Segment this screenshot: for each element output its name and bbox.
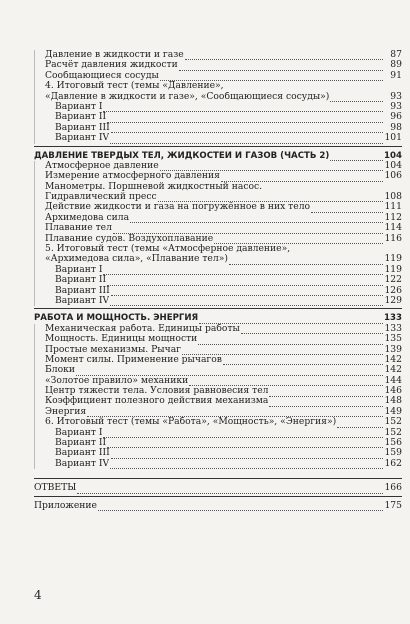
toc-entry (35, 275, 402, 285)
toc-entry-page: 119 (384, 263, 402, 275)
toc-entry (35, 102, 402, 112)
toc-entry-page: 175 (384, 499, 402, 511)
table-of-contents (34, 50, 402, 511)
toc-entry (35, 133, 402, 143)
leader-dots (269, 399, 383, 407)
toc-entry-label: Измерение атмосферного давления (45, 171, 220, 182)
leader-dots (107, 278, 383, 286)
section-heading (34, 313, 402, 323)
toc-entry-page: 114 (384, 222, 402, 234)
leader-dots (111, 451, 383, 459)
toc-entry-page: 119 (384, 253, 402, 265)
toc-block-3 (34, 324, 402, 469)
leader-dots (185, 52, 383, 60)
toc-entry-page: 135 (384, 333, 402, 345)
section-heading-label: РАБОТА И МОЩНОСТЬ. ЭНЕРГИЯ (34, 313, 199, 324)
section-heading-label: ДАВЛЕНИЕ ТВЁРДЫХ ТЕЛ, ЖИДКОСТЕЙ И ГАЗОВ (ЧАСТЬ 2) (34, 150, 330, 161)
toc-entry-page: 96 (390, 111, 402, 123)
leader-dots (160, 163, 383, 171)
toc-entry-page: 152 (384, 416, 402, 428)
toc-entry-page: 126 (384, 284, 402, 296)
test-title-line: 5. Итоговый тест (темы «Атмосферное давление», (45, 243, 291, 255)
test-title-line: 6. Итоговый тест (темы «Работа», «Мощность», «Энергия») (45, 417, 337, 428)
section-divider (34, 478, 402, 479)
toc-entry (35, 397, 402, 407)
toc-entry-label: Давление в жидкости и газе (45, 49, 184, 60)
leader-dots (110, 136, 383, 144)
toc-entry-page: 116 (384, 232, 402, 244)
toc-entry (35, 376, 402, 386)
toc-entry-label: Гидравлический пресс (45, 192, 157, 203)
leader-dots (189, 378, 383, 386)
leader-dots (223, 357, 383, 365)
spacer (34, 469, 402, 476)
toc-entry-page: 149 (384, 405, 402, 417)
section-divider (34, 146, 402, 147)
toc-entry (35, 92, 402, 102)
toc-entry-label: Плавание судов. Воздухоплавание (45, 233, 214, 244)
toc-entry-label: Мощность. Единицы мощности (45, 334, 198, 345)
toc-entry-label: Плавание тел (45, 223, 112, 234)
variant-label: Вариант III (55, 122, 110, 133)
variant-label: Вариант III (55, 448, 110, 459)
toc-entry-page: 108 (384, 191, 402, 203)
toc-entry-label: Центр тяжести тела. Условия равновесия тел (45, 386, 269, 397)
section-divider (34, 496, 402, 497)
variant-label: Вариант II (55, 438, 107, 449)
leader-dots (98, 503, 383, 511)
leader-dots (330, 94, 383, 102)
leader-dots (103, 267, 383, 275)
leader-dots (111, 288, 383, 296)
variant-label: Вариант IV (55, 458, 110, 469)
toc-entry-label: Манометры. Поршневой жидкостный насос. (45, 180, 263, 192)
leader-dots (198, 337, 383, 345)
section-heading (34, 151, 402, 161)
toc-entry-page: 98 (390, 121, 402, 133)
toc-entry (35, 407, 402, 417)
leader-dots (182, 347, 383, 355)
toc-entry (35, 50, 402, 60)
toc-entry-page: 91 (390, 69, 402, 81)
variant-label: Вариант I (55, 101, 103, 112)
toc-entry (35, 334, 402, 344)
toc-entry (35, 192, 402, 202)
toc-entry (35, 448, 402, 458)
toc-entry-page: 93 (390, 100, 402, 112)
toc-entry-page: 159 (384, 447, 402, 459)
leader-dots (87, 409, 383, 417)
toc-entry (35, 345, 402, 355)
toc-block-2 (34, 161, 402, 306)
toc-entry (35, 296, 402, 306)
leader-dots (199, 316, 383, 324)
toc-entry-appendix (34, 501, 402, 511)
leader-dots (107, 440, 383, 448)
toc-entry (35, 254, 402, 264)
toc-entry-page: 122 (384, 274, 402, 286)
section-heading-page: 104 (384, 150, 402, 161)
toc-entry-page: 111 (384, 201, 402, 213)
variant-label: Вариант III (55, 285, 110, 296)
section-divider (34, 308, 402, 309)
appendix-label: Приложение (34, 500, 97, 511)
variant-label: Вариант I (55, 264, 103, 275)
toc-entry (35, 265, 402, 275)
leader-dots (107, 115, 383, 123)
toc-entry (35, 286, 402, 296)
toc-entry-page: 139 (384, 343, 402, 355)
toc-entry-label: Механическая работа. Единицы работы (45, 323, 240, 334)
toc-entry (35, 365, 402, 375)
toc-entry (35, 60, 402, 70)
toc-entry (35, 213, 402, 223)
section-heading-page: 133 (384, 313, 402, 324)
leader-dots (241, 326, 383, 334)
toc-entry (35, 161, 402, 171)
toc-entry (35, 417, 402, 427)
toc-entry (35, 324, 402, 334)
toc-entry-page: 129 (384, 294, 402, 306)
toc-entry (35, 223, 402, 233)
leader-dots (76, 368, 383, 376)
toc-entry-page: 166 (384, 482, 402, 494)
toc-entry-label: Атмосферное давление (45, 160, 159, 171)
leader-dots (77, 486, 383, 494)
toc-entry (35, 438, 402, 448)
leader-dots (103, 430, 383, 438)
toc-entry-page: 89 (390, 59, 402, 71)
toc-entry (35, 112, 402, 122)
toc-entry (35, 123, 402, 133)
leader-dots (103, 104, 383, 112)
toc-entry (35, 428, 402, 438)
toc-entry-page: 156 (384, 437, 402, 449)
leader-dots (158, 194, 383, 202)
test-title-line: 4. Итоговый тест (темы «Давление», (45, 80, 224, 92)
toc-entry (35, 202, 402, 212)
toc-entry-label: Архимедова сила (45, 212, 130, 223)
variant-label: Вариант II (55, 275, 107, 286)
toc-entry-page: 106 (384, 170, 402, 182)
answers-label: ОТВЕТЫ (34, 483, 77, 494)
toc-entry-page: 148 (384, 395, 402, 407)
toc-entry-page: 112 (384, 211, 402, 223)
leader-dots (110, 461, 383, 469)
leader-dots (179, 63, 383, 71)
leader-dots (111, 125, 383, 133)
variant-label: Вариант IV (55, 133, 110, 144)
leader-dots (269, 389, 383, 397)
toc-entry-label: Расчёт давления жидкости (45, 60, 178, 71)
toc-entry (35, 459, 402, 469)
test-title-line: «Архимедова сила», «Плавание тел») (45, 254, 228, 265)
variant-label: Вариант I (55, 427, 103, 438)
test-title-line: «Давление в жидкости и газе», «Сообщающиеся сосуды») (45, 91, 330, 102)
toc-entry-label: Момент силы. Применение рычагов (45, 354, 222, 365)
toc-entry-page: 142 (384, 364, 402, 376)
leader-dots (337, 420, 383, 428)
variant-label: Вариант II (55, 112, 107, 123)
toc-entry-page: 133 (384, 322, 402, 334)
toc-entry-page: 142 (384, 353, 402, 365)
toc-entry-label: Действие жидкости и газа на погружённое в них тело (45, 202, 311, 213)
toc-entry-page: 146 (384, 385, 402, 397)
variant-label: Вариант IV (55, 295, 110, 306)
page-number: 4 (34, 588, 42, 602)
toc-entry-page: 87 (390, 48, 402, 60)
toc-block-1 (34, 50, 402, 144)
leader-dots (110, 298, 383, 306)
leader-dots (113, 226, 383, 234)
toc-entry (35, 355, 402, 365)
toc-entry-label: Энергия (45, 406, 87, 417)
leader-dots (330, 153, 383, 161)
toc-entry-label: Сообщающиеся сосуды (45, 70, 159, 81)
toc-entry-label: Простые механизмы. Рычаг (45, 344, 181, 355)
toc-entry-answers (34, 483, 402, 493)
toc-entry-label: Блоки (45, 365, 75, 376)
leader-dots (229, 257, 383, 265)
toc-entry-page: 144 (384, 374, 402, 386)
toc-entry-page: 104 (384, 159, 402, 171)
leader-dots (130, 215, 383, 223)
toc-entry-page: 162 (384, 457, 402, 469)
toc-entry-page: 152 (384, 426, 402, 438)
leader-dots (311, 205, 383, 213)
toc-entry-page: 101 (384, 132, 402, 144)
toc-entry-label: Коэффициент полезного действия механизма (45, 396, 269, 407)
toc-entry-page: 93 (390, 90, 402, 102)
toc-entry-label: «Золотое правило» механики (45, 375, 189, 386)
toc-entry (35, 386, 402, 396)
